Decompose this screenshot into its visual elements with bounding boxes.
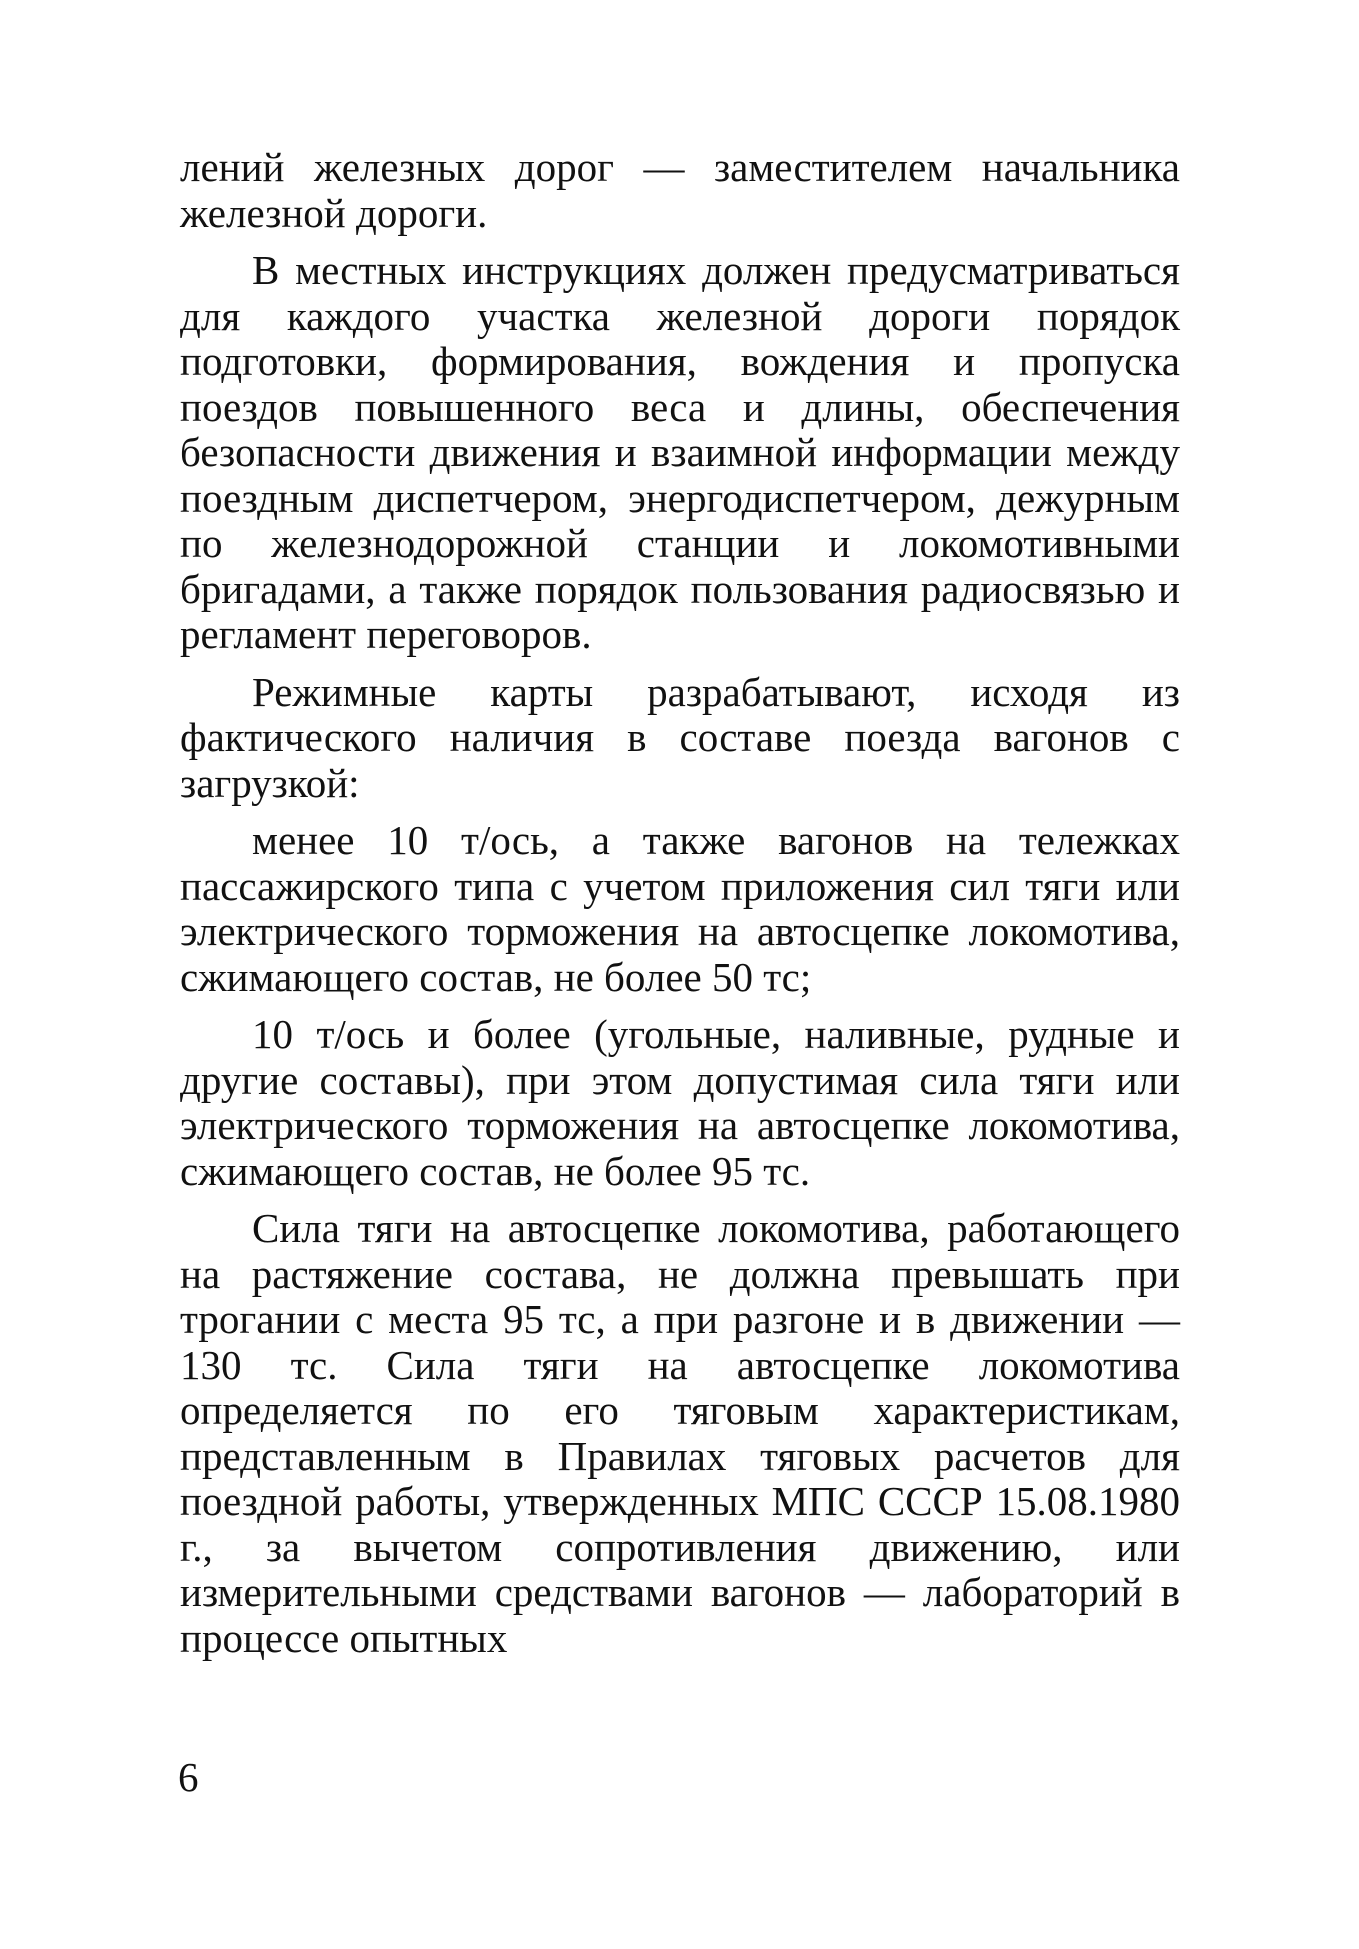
body-text [180, 145, 1180, 1661]
paragraph-continuation: лений железных дорог — заместителем начальника железной дороги. [180, 144, 1180, 236]
paragraph-load-10-plus: 10 т/ось и более (угольные, наливные, рудные и другие составы), при этом допустимая сила тяги или электрического торможения на автосцепке локомотива, сжимающего состав, не более 95 тс. [180, 1011, 1180, 1194]
paragraph-load-under-10: менее 10 т/ось, а также вагонов на тележках пассажирского типа с учетом приложения сил тяги или электрического торможения на автосцепке локомотива, сжимающего состав, не более 50 тс; [180, 817, 1180, 1000]
paragraph-local-instructions: В местных инструкциях должен предусматриваться для каждого участка железной дороги порядок подготовки, формирования, вождения и пропуска поездов повышенного веса и длины, обеспечения безопасности движения и взаимной информации между поездным диспетчером, энергодиспетчером, дежурным по железнодорожной станции и локомотивными бригадами, а также порядок пользования радиосвязью и регламент переговоров. [180, 247, 1180, 657]
page-number: 6 [178, 1754, 199, 1800]
paragraph-traction-force: Сила тяги на автосцепке локомотива, работающего на растяжение состава, не должна превышать при трогании с места 95 тс, а при разгоне и в движении — 130 тс. Сила тяги на автосцепке локомотива определяется по его тяговым характеристикам, представленным в Правилах тяговых расчетов для поездной работы, утвержденных МПС СССР 15.08.1980 г., за вычетом сопротивления движению, или измерительными средствами вагонов — лабораторий в процессе опытных [180, 1205, 1180, 1661]
paragraph-mode-charts: Режимные карты разрабатывают, исходя из фактического наличия в составе поезда вагонов с загрузкой: [180, 668, 1180, 806]
